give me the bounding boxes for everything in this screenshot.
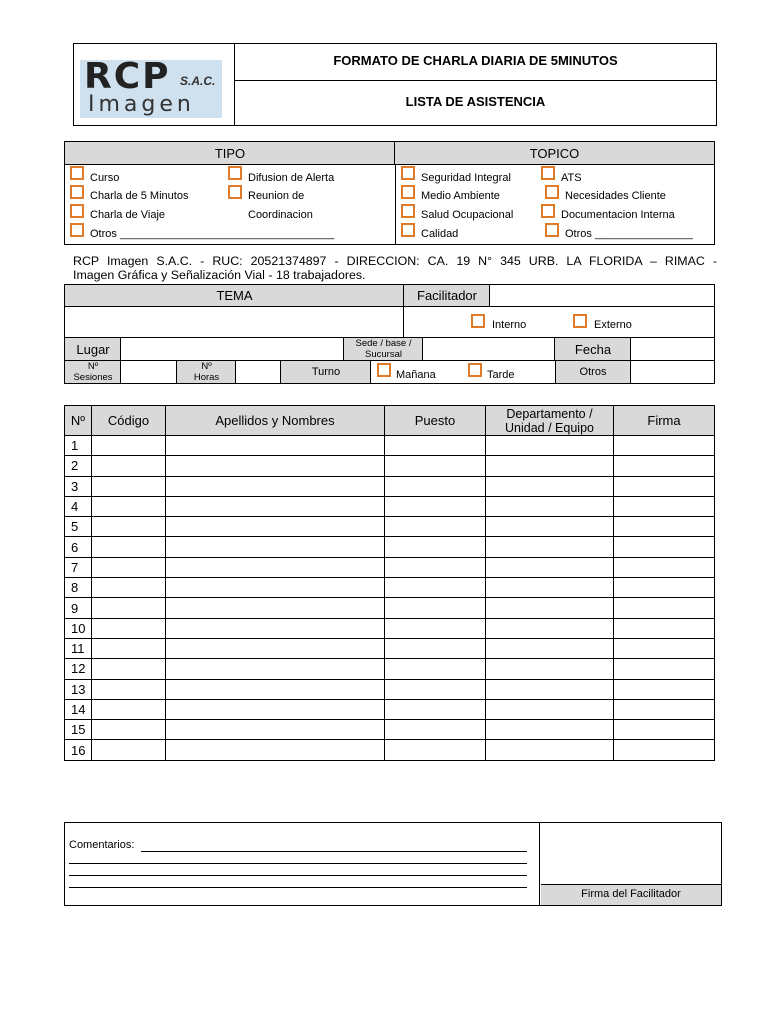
nombres-cell[interactable] — [166, 618, 385, 638]
puesto-cell[interactable] — [385, 537, 486, 557]
comentarios-label: Comentarios: — [69, 839, 135, 851]
firma-cell[interactable] — [614, 496, 715, 516]
sesiones-label-2: Sesiones — [73, 372, 113, 383]
codigo-cell[interactable] — [92, 517, 166, 537]
tipo-reunion-label: Reunion de — [248, 190, 305, 202]
codigo-cell[interactable] — [92, 476, 166, 496]
nombres-cell[interactable] — [166, 638, 385, 658]
lugar-input[interactable] — [121, 338, 344, 361]
codigo-cell[interactable] — [92, 456, 166, 476]
row-number: 14 — [65, 699, 92, 719]
table-row — [65, 659, 715, 679]
firma-cell[interactable] — [614, 638, 715, 658]
nombres-cell[interactable] — [166, 476, 385, 496]
table-row — [65, 740, 715, 760]
tipo-charla-viaje-label: Charla de Viaje — [90, 209, 166, 221]
nombres-cell[interactable] — [166, 720, 385, 740]
nombres-cell[interactable] — [166, 699, 385, 719]
row-number: 11 — [65, 638, 92, 658]
departamento-cell[interactable] — [486, 517, 614, 537]
topico-label: TOPICO — [529, 146, 580, 161]
codigo-cell[interactable] — [92, 578, 166, 598]
attendance-table — [64, 405, 715, 761]
tipo-difusion-label: Difusion de Alerta — [248, 172, 335, 184]
checkbox-tarde[interactable] — [468, 363, 482, 377]
row-number: 12 — [65, 659, 92, 679]
manana-label: Mañana — [396, 369, 436, 381]
firma-cell[interactable] — [614, 537, 715, 557]
departamento-cell[interactable] — [486, 578, 614, 598]
firma-cell[interactable] — [614, 740, 715, 760]
comment-line-4 — [69, 887, 527, 888]
nombres-cell[interactable] — [166, 517, 385, 537]
comments-box — [64, 822, 722, 906]
nombres-cell[interactable] — [166, 436, 385, 456]
checkbox-salud-ocupacional[interactable] — [401, 204, 415, 218]
interno-label: Interno — [492, 319, 527, 331]
puesto-cell[interactable] — [385, 618, 486, 638]
row-number: 4 — [65, 496, 92, 516]
nombres-cell[interactable] — [166, 598, 385, 618]
codigo-cell[interactable] — [92, 720, 166, 740]
topico-salud-label: Salud Ocupacional — [421, 209, 514, 221]
departamento-cell[interactable] — [486, 456, 614, 476]
topico-medio-ambiente-label: Medio Ambiente — [421, 190, 500, 202]
nombres-cell[interactable] — [166, 679, 385, 699]
tipo-label: TIPO — [214, 146, 246, 161]
company-info-line1: RCP Imagen S.A.C. - RUC: 20521374897 - DIRECCION: CA. 19 N° 345 URB. LA FLORIDA – RIMAC - — [73, 254, 717, 268]
company-logo — [80, 56, 222, 118]
firma-cell[interactable] — [614, 618, 715, 638]
puesto-cell[interactable] — [385, 720, 486, 740]
codigo-cell[interactable] — [92, 537, 166, 557]
header-box — [73, 43, 717, 126]
nombres-cell[interactable] — [166, 537, 385, 557]
row-number: 8 — [65, 578, 92, 598]
horas-label-2: Horas — [193, 372, 220, 383]
puesto-cell[interactable] — [385, 578, 486, 598]
row-number: 13 — [65, 679, 92, 699]
attendance-header-row — [65, 406, 715, 436]
codigo-cell[interactable] — [92, 638, 166, 658]
codigo-cell[interactable] — [92, 659, 166, 679]
codigo-cell[interactable] — [92, 699, 166, 719]
topico-seguridad-label: Seguridad Integral — [421, 172, 511, 184]
row-number: 6 — [65, 537, 92, 557]
col-nombres-header: Apellidos y Nombres — [166, 406, 385, 436]
header-divider-h — [234, 80, 716, 81]
codigo-cell[interactable] — [92, 436, 166, 456]
topico-otros-label: Otros ________________ — [565, 228, 693, 240]
row-number: 3 — [65, 476, 92, 496]
departamento-cell[interactable] — [486, 618, 614, 638]
logo-sac: S.A.C. — [180, 74, 216, 88]
checkbox-manana[interactable] — [377, 363, 391, 377]
sede-label-2: Sucursal — [365, 349, 402, 360]
table-row — [65, 537, 715, 557]
departamento-cell[interactable] — [486, 659, 614, 679]
puesto-cell[interactable] — [385, 638, 486, 658]
departamento-cell[interactable] — [486, 557, 614, 577]
puesto-cell[interactable] — [385, 699, 486, 719]
departamento-cell[interactable] — [486, 720, 614, 740]
form-subtitle: LISTA DE ASISTENCIA — [405, 94, 546, 109]
firma-cell[interactable] — [614, 720, 715, 740]
sede-label-1: Sede / base / — [355, 338, 412, 349]
row-number: 7 — [65, 557, 92, 577]
topico-calidad-label: Calidad — [421, 228, 459, 240]
table-row — [65, 456, 715, 476]
puesto-cell[interactable] — [385, 476, 486, 496]
firma-cell[interactable] — [614, 659, 715, 679]
puesto-cell[interactable] — [385, 598, 486, 618]
firma-facilitador-label: Firma del Facilitador — [581, 888, 681, 900]
table-row — [65, 618, 715, 638]
row-number: 1 — [65, 436, 92, 456]
table-row — [65, 638, 715, 658]
firma-cell[interactable] — [614, 578, 715, 598]
table-row — [65, 699, 715, 719]
comment-line-2 — [69, 863, 527, 864]
comment-line-1 — [141, 851, 527, 852]
departamento-cell[interactable] — [486, 537, 614, 557]
fecha-label: Fecha — [574, 342, 612, 357]
checkbox-documentacion-interna[interactable] — [541, 204, 555, 218]
checkbox-seguridad-integral[interactable] — [401, 166, 415, 180]
tipo-coordinacion-label: Coordinacion — [248, 209, 313, 221]
details-box — [64, 284, 715, 384]
puesto-cell[interactable] — [385, 456, 486, 476]
checkbox-medio-ambiente[interactable] — [401, 185, 415, 199]
codigo-cell[interactable] — [92, 557, 166, 577]
tema-label: TEMA — [216, 288, 253, 303]
table-row — [65, 436, 715, 456]
table-row — [65, 476, 715, 496]
firma-cell[interactable] — [614, 598, 715, 618]
table-row — [65, 578, 715, 598]
topico-necesidades-label: Necesidades Cliente — [565, 190, 666, 202]
fecha-input[interactable] — [631, 338, 714, 361]
puesto-cell[interactable] — [385, 557, 486, 577]
tipo-topico-box — [64, 141, 715, 245]
nombres-cell[interactable] — [166, 740, 385, 760]
externo-label: Externo — [594, 319, 632, 331]
departamento-cell[interactable] — [486, 638, 614, 658]
row-number: 10 — [65, 618, 92, 638]
departamento-cell[interactable] — [486, 496, 614, 516]
topico-documentacion-label: Documentacion Interna — [561, 209, 675, 221]
sede-input[interactable] — [423, 338, 555, 361]
sesiones-label-1: Nº — [87, 361, 99, 372]
row-number: 2 — [65, 456, 92, 476]
facilitator-signature-area[interactable] — [541, 823, 721, 884]
puesto-cell[interactable] — [385, 740, 486, 760]
logo-imagen: Imagen — [88, 92, 195, 117]
row-number: 5 — [65, 517, 92, 537]
col-departamento-header: Departamento / Unidad / Equipo — [486, 406, 614, 436]
tema-input[interactable] — [65, 307, 404, 338]
nombres-cell[interactable] — [166, 659, 385, 679]
lugar-label: Lugar — [76, 342, 110, 357]
table-row — [65, 496, 715, 516]
checkbox-otros-tipo[interactable] — [70, 223, 84, 237]
puesto-cell[interactable] — [385, 517, 486, 537]
checkbox-charla-viaje[interactable] — [70, 204, 84, 218]
row-number: 9 — [65, 598, 92, 618]
firma-cell[interactable] — [614, 557, 715, 577]
turno-label: Turno — [311, 366, 341, 378]
comment-line-3 — [69, 875, 527, 876]
nombres-cell[interactable] — [166, 496, 385, 516]
puesto-cell[interactable] — [385, 679, 486, 699]
table-row — [65, 557, 715, 577]
facilitador-input[interactable] — [490, 285, 714, 307]
firma-cell[interactable] — [614, 476, 715, 496]
firma-cell[interactable] — [614, 699, 715, 719]
codigo-cell[interactable] — [92, 598, 166, 618]
table-row — [65, 679, 715, 699]
comments-area[interactable] — [65, 823, 540, 905]
tipo-charla-5-label: Charla de 5 Minutos — [90, 190, 189, 202]
checkbox-ats[interactable] — [541, 166, 555, 180]
firma-cell[interactable] — [614, 679, 715, 699]
row-number: 16 — [65, 740, 92, 760]
form-title: FORMATO DE CHARLA DIARIA DE 5MINUTOS — [333, 53, 618, 68]
checkbox-curso[interactable] — [70, 166, 84, 180]
checkbox-interno[interactable] — [471, 314, 485, 328]
codigo-cell[interactable] — [92, 740, 166, 760]
firma-cell[interactable] — [614, 456, 715, 476]
nombres-cell[interactable] — [166, 456, 385, 476]
departamento-cell[interactable] — [486, 679, 614, 699]
departamento-cell[interactable] — [486, 740, 614, 760]
checkbox-externo[interactable] — [573, 314, 587, 328]
departamento-cell[interactable] — [486, 699, 614, 719]
puesto-cell[interactable] — [385, 659, 486, 679]
tipo-otros-label: Otros ___________________________________ — [90, 228, 335, 240]
row-number: 15 — [65, 720, 92, 740]
topico-ats-label: ATS — [561, 172, 582, 184]
tipo-topico-divider — [395, 165, 396, 244]
checkbox-otros-topico[interactable] — [545, 223, 559, 237]
col-codigo-header: Código — [92, 406, 166, 436]
facilitador-type-area — [404, 307, 714, 338]
col-puesto-header: Puesto — [385, 406, 486, 436]
nombres-cell[interactable] — [166, 557, 385, 577]
tarde-label: Tarde — [487, 369, 515, 381]
table-row — [65, 720, 715, 740]
puesto-cell[interactable] — [385, 436, 486, 456]
col-firma-header: Firma — [614, 406, 715, 436]
table-row — [65, 598, 715, 618]
firma-cell[interactable] — [614, 436, 715, 456]
logo-rcp: RCP — [84, 56, 171, 97]
codigo-cell[interactable] — [92, 679, 166, 699]
codigo-cell[interactable] — [92, 618, 166, 638]
checkbox-reunion-coordinacion[interactable] — [228, 185, 242, 199]
table-row — [65, 517, 715, 537]
checkbox-necesidades-cliente[interactable] — [545, 185, 559, 199]
codigo-cell[interactable] — [92, 496, 166, 516]
firma-cell[interactable] — [614, 517, 715, 537]
otros-label: Otros — [579, 366, 607, 378]
sesiones-input[interactable] — [121, 361, 177, 383]
puesto-cell[interactable] — [385, 496, 486, 516]
facilitador-label: Facilitador — [417, 288, 477, 303]
departamento-cell[interactable] — [486, 598, 614, 618]
company-info-line2: Imagen Gráfica y Señalización Vial - 18 trabajadores. — [73, 268, 366, 282]
departamento-cell[interactable] — [486, 436, 614, 456]
otros-input[interactable] — [631, 361, 714, 383]
horas-label-1: Nº — [201, 361, 212, 372]
horas-input[interactable] — [236, 361, 281, 383]
checkbox-difusion-alerta[interactable] — [228, 166, 242, 180]
col-numero-header: Nº — [65, 406, 92, 436]
checkbox-charla-5-minutos[interactable] — [70, 185, 84, 199]
departamento-cell[interactable] — [486, 476, 614, 496]
checkbox-calidad[interactable] — [401, 223, 415, 237]
nombres-cell[interactable] — [166, 578, 385, 598]
tipo-curso-label: Curso — [90, 172, 120, 184]
